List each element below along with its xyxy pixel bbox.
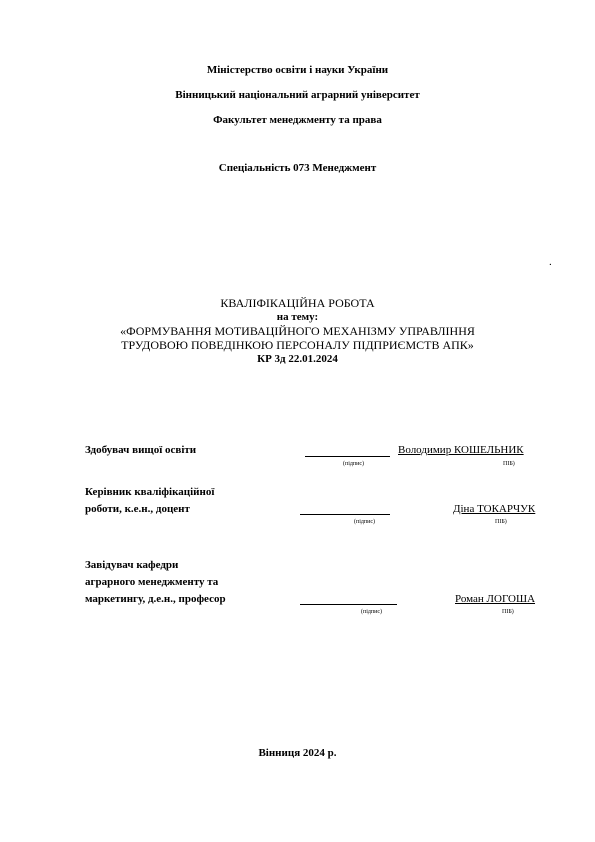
ministry-heading: Міністерство освіти і науки України xyxy=(206,64,389,76)
head-sign-caption: (підпис) xyxy=(361,609,383,615)
stray-dot: . xyxy=(549,256,552,268)
place-and-year: Вінниця 2024 р. xyxy=(258,747,337,759)
document-code: КР 3д 22.01.2024 xyxy=(257,353,338,365)
on-topic-label: на тему: xyxy=(276,311,319,323)
supervisor-signature-line xyxy=(300,514,390,515)
head-name-caption: ПІБ) xyxy=(502,609,514,615)
specialty-heading: Спеціальність 073 Менеджмент xyxy=(218,162,377,174)
head-role-line-2: аграрного менеджменту та xyxy=(85,576,219,588)
title-block xyxy=(0,296,595,366)
supervisor-role-line-2: роботи, к.е.н., доцент xyxy=(85,503,190,515)
supervisor-name: Діна ТОКАРЧУК xyxy=(453,503,536,515)
student-name: Володимир КОШЕЛЬНИК xyxy=(398,444,524,456)
faculty-heading: Факультет менеджменту та права xyxy=(213,114,382,126)
topic-line-2: ТРУДОВОЮ ПОВЕДІНКОЮ ПЕРСОНАЛУ ПІДПРИЄМСТВ АПК» xyxy=(121,338,474,352)
head-signature-line xyxy=(300,604,397,605)
supervisor-name-caption: ПІБ) xyxy=(495,519,507,525)
supervisor-role-line-1: Керівник кваліфікаційної xyxy=(85,486,215,498)
document-kind: КВАЛІФІКАЦІЙНА РОБОТА xyxy=(220,296,375,310)
head-role-line-1: Завідувач кафедри xyxy=(85,559,179,571)
head-name: Роман ЛОГОША xyxy=(455,593,536,605)
student-sign-caption: (підпис) xyxy=(343,461,365,467)
student-name-caption: ПІБ) xyxy=(503,461,515,467)
student-role: Здобувач вищої освіти xyxy=(85,444,197,456)
topic-line-1: «ФОРМУВАННЯ МОТИВАЦІЙНОГО МЕХАНІЗМУ УПРАВЛІННЯ xyxy=(120,324,475,338)
student-signature-line xyxy=(305,456,390,457)
head-role-line-3: маркетингу, д.е.н., професор xyxy=(85,593,226,605)
university-heading: Вінницький національний аграрний університет xyxy=(175,89,420,101)
supervisor-sign-caption: (підпис) xyxy=(354,519,376,525)
